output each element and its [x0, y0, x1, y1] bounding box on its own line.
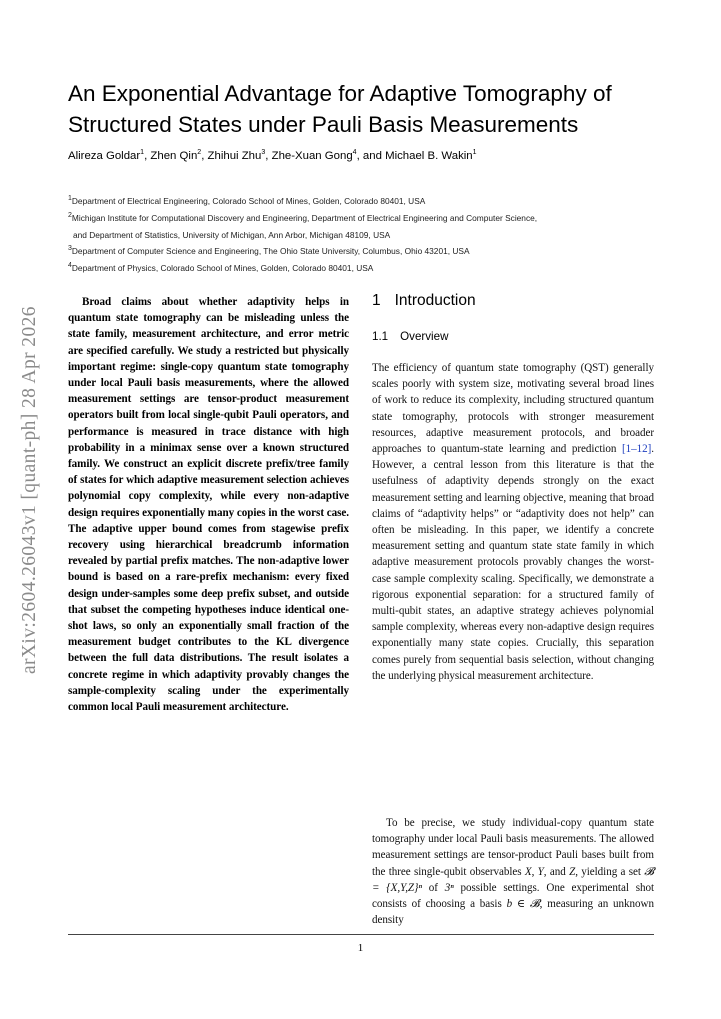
math-symbol: Z	[569, 865, 576, 878]
author-separator: ,	[265, 150, 272, 162]
paragraph-text: , measuring an unknown density	[372, 898, 655, 927]
author-list	[68, 150, 668, 162]
author-affiliation-marker: 2	[197, 149, 202, 157]
footer-divider	[68, 934, 654, 935]
intro-paragraph-2	[372, 815, 654, 928]
author-affiliation-marker: 1	[472, 149, 477, 157]
author: Michael B. Wakin	[385, 150, 473, 162]
affiliation-number: 3	[68, 245, 72, 253]
citation-link[interactable]: [1–12]	[621, 443, 652, 456]
section-number: 1	[372, 292, 381, 309]
affiliation-continuation: and Department of Statistics, University of Michigan, Ann Arbor, Michigan 48109, USA	[73, 229, 391, 240]
arxiv-identifier-stamp: arXiv:2604.26043v1 [quant-ph] 28 Apr 2026	[19, 306, 40, 674]
author: Alireza Goldar	[68, 150, 141, 162]
intro-paragraph-1	[372, 360, 654, 684]
author-affiliation-marker: 4	[352, 149, 357, 157]
affiliation	[68, 210, 658, 227]
math-expression: 𝓑 = {X,Y,Z}ⁿ	[372, 865, 654, 894]
paragraph-text: possible settings. One experimental shot consists of choosing a basis	[372, 881, 654, 911]
section-title: Introduction	[394, 292, 476, 309]
math-symbol: X	[524, 865, 532, 878]
title-line-2: Structured States under Pauli Basis Measurements	[68, 112, 579, 137]
author: Zhen Qin	[150, 150, 198, 162]
author: Zhihui Zhu	[207, 150, 262, 162]
paragraph-text: , yielding a set	[575, 865, 645, 878]
section-heading	[372, 292, 476, 310]
affiliation	[68, 243, 658, 260]
paragraph-text: . However, a central lesson from this literature is that the usefulness of adaptivity depends strongly on the exact measurement setting and learning objective, meaning that broad claims of “adaptivity helps” or “adaptivity does not help” can often be misleading. In this paper, we identify a concrete measurement setting and quantum state state family in which adaptive measurement protocols provably changes the worst-case sample complexity scaling. Specifically, we demonstrate a rigorous exponential separation: for a structured family of multi-qubit states, an adaptive strategy achieves polynomial sample complexity, whereas every non-adaptive design requires exponentially many state copies. Crucially, this separation comes purely from sequential basis selection, without changing the underlying physical measurement architecture.	[372, 443, 654, 682]
affiliation-text: Department of Computer Science and Engineering, The Ohio State University, Columbus, Ohio 43201, USA	[71, 246, 470, 257]
author-separator: , and	[356, 150, 386, 162]
paragraph-text: of	[421, 881, 445, 894]
paragraph-text: The efficiency of quantum state tomography (QST) generally scales poorly with system size, motivating several broad lines of work to reduce its complexity, including structured quantum state tomography, protocols with stronger measurement resources, adaptive measurement protocols, and broader approaches to quantum-state learning and prediction	[372, 362, 654, 456]
math-expression: 3ⁿ	[444, 881, 454, 894]
paragraph-text: ,	[531, 865, 538, 878]
title-line-1: An Exponential Advantage for Adaptive Tomography of	[68, 81, 612, 106]
author-affiliation-marker: 3	[261, 149, 266, 157]
paragraph-text: , and	[543, 865, 570, 878]
author-separator: ,	[201, 150, 208, 162]
affiliation-list	[68, 193, 658, 277]
subsection-heading	[372, 330, 448, 343]
page-number: 1	[357, 942, 364, 954]
abstract: Broad claims about whether adaptivity helps in quantum state tomography can be misleading unless the state family, measurement architecture, and error metric are specified carefully. We study a restricted but physically important regime: single-copy quantum state tomography under local Pauli basis measurements, where the allowed measurement settings are tensor-product measurement operators built from local single-qubit Pauli operators, and performance is measured in trace distance with high probability in a minimax sense over a known structured family. We construct an explicit discrete prefix/tree family of states for which adaptive measurement selection achieves polynomial copy complexity, while every non-adaptive design requires exponentially many copies in the worst case. The adaptive upper bound comes from stagewise prefix recovery using hierarchical breadcrumb information revealed by partial prefix matches. The non-adaptive lower bound is based on a rare-prefix mechanism: every fixed design under-samples some deep prefix subset, and outside that subset the competing hypotheses induce identical one-shot laws, so only an exponentially small fraction of the measurement budget contributes to the KL divergence between the full data distributions. The result isolates a concrete regime in which adaptivity provably changes the sample-complexity scaling under the experimentally common local Pauli measurement architecture.	[68, 296, 349, 714]
subsection-number: 1.1	[372, 330, 389, 343]
author: Zhe-Xuan Gong	[271, 150, 353, 162]
math-symbol: Y	[537, 865, 544, 878]
author-affiliation-marker: 1	[140, 149, 145, 157]
affiliation-text: Michigan Institute for Computational Discovery and Engineering, Department of Electrical Engineering and Computer Science,	[71, 212, 538, 223]
paragraph-text: To be precise, we study individual-copy quantum state tomography under local Pauli basis measurements. The allowed measurement settings are tensor-product Pauli bases built from the three single-qubit observables	[372, 817, 654, 878]
paper-title	[68, 78, 668, 140]
affiliation	[68, 193, 658, 210]
affiliation-number: 1	[68, 195, 72, 203]
affiliation-text: Department of Electrical Engineering, Colorado School of Mines, Golden, Colorado 80401, USA	[71, 196, 426, 206]
author-separator: ,	[144, 150, 151, 162]
math-expression: b ∈ 𝓑	[506, 898, 540, 911]
subsection-title: Overview	[400, 330, 449, 343]
affiliation-text: Department of Physics, Colorado School of Mines, Golden, Colorado 80401, USA	[71, 263, 374, 274]
affiliation-number: 2	[68, 212, 72, 220]
affiliation	[68, 260, 658, 277]
affiliation-number: 4	[68, 262, 72, 270]
